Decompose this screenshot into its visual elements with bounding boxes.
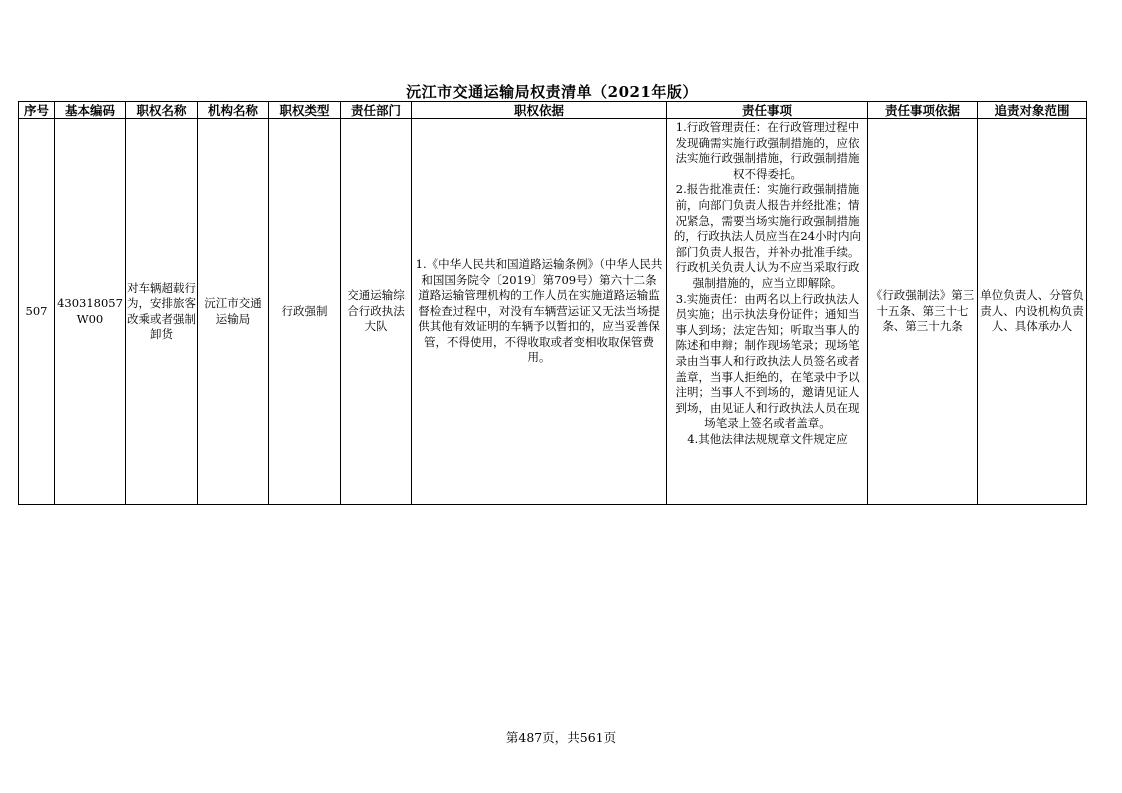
header-index: 序号 (19, 102, 55, 119)
header-accountability: 追责对象范围 (978, 102, 1087, 119)
header-duty-items: 责任事项 (667, 102, 868, 119)
cell-duty-items (667, 119, 868, 505)
cell-power-name: 对车辆超载行为，安排旅客改乘或者强制卸货 (126, 119, 198, 505)
cell-accountability: 单位负责人、分管负责人、内设机构负责人、具体承办人 (978, 119, 1087, 505)
duty-items-text: 1.行政管理责任：在行政管理过程中发现确需实施行政强制措施的，应依法实施行政强制措施，行政强制措施权不得委托。 2.报告批准责任：实施行政强制措施前，向部门负责人报告并经批准；情况紧急，需要当场实施行政强制措施的，行政执法人员应当在24小时内向部门负责人报告，并补办批准手续。行政机关负责人认为不应当采取行政强制措施的，应当立即解除。 3.实施责任：由两名以上行政执法人员实施；出示执法身份证件；通知当事人到场；法定告知；听取当事人的陈述和申辩；制作现场笔录；现场笔录由当事人和行政执法人员签名或者盖章，当事人拒绝的，在笔录中予以注明；当事人不到场的，邀请见证人到场，由见证人和行政执法人员在现场笔录上签名或者盖章。 4.其他法律法规规章文件规定应 (673, 120, 862, 446)
table-header-row (19, 102, 1087, 119)
header-duty-basis: 责任事项依据 (868, 102, 978, 119)
table-row (19, 119, 1087, 505)
cell-power-type: 行政强制 (269, 119, 341, 505)
page-footer: 第487页，共561页 (505, 730, 617, 745)
document-title: 沅江市交通运输局权责清单（2021年版） (406, 83, 698, 101)
header-basis: 职权依据 (412, 102, 667, 119)
cell-basis: 1.《中华人民共和国道路运输条例》（中华人民共和国国务院令〔2019〕第709号）第六十二条 道路运输管理机构的工作人员在实施道路运输监督检查过程中，对没有车辆营运证又无法当场提供其他有效证明的车辆予以暂扣的，应当妥善保管，不得使用，不得收取或者变相收取保管费用。 (412, 119, 667, 505)
header-code: 基本编码 (55, 102, 126, 119)
header-agency: 机构名称 (198, 102, 269, 119)
duty-items-clip (668, 119, 866, 504)
cell-duty-basis: 《行政强制法》第三十五条、第三十七条、第三十九条 (868, 119, 978, 505)
header-department: 责任部门 (341, 102, 412, 119)
cell-agency: 沅江市交通运输局 (198, 119, 269, 505)
responsibility-table (18, 101, 1087, 505)
cell-code: 430318057W00 (55, 119, 126, 505)
cell-index: 507 (19, 119, 55, 505)
cell-department: 交通运输综合行政执法大队 (341, 119, 412, 505)
header-power-name: 职权名称 (126, 102, 198, 119)
header-power-type: 职权类型 (269, 102, 341, 119)
